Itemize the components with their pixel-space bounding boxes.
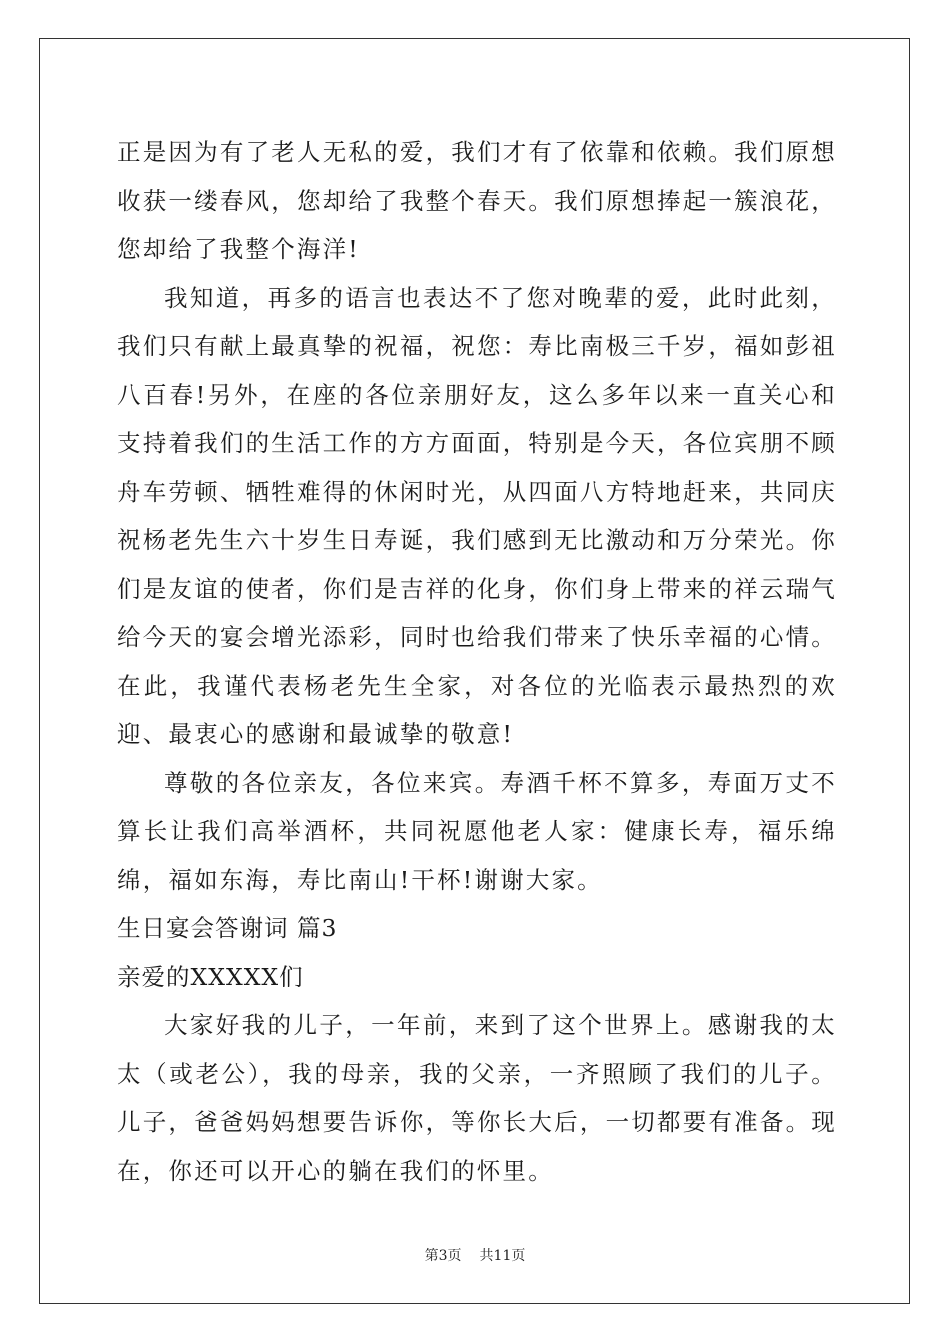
salutation: 亲爱的XXXXX们: [117, 962, 304, 991]
document-body: [117, 128, 837, 1195]
paragraph-3: 尊敬的各位亲友，各位来宾。寿酒千杯不算多，寿面万丈不算长让我们高举酒杯，共同祝愿他老人家：健康长寿，福乐绵绵，福如东海，寿比南山!干杯!谢谢大家。: [117, 768, 837, 894]
paragraph-1: 正是因为有了老人无私的爱，我们才有了依靠和依赖。我们原想收获一缕春风，您却给了我整个春天。我们原想捧起一簇浪花，您却给了我整个海洋!: [117, 138, 837, 263]
section-title: 生日宴会答谢词 篇3: [117, 914, 338, 942]
paragraph-2: 我知道，再多的语言也表达不了您对晚辈的爱，此时此刻，我们只有献上最真挚的祝福，祝您：寿比南极三千岁，福如彭祖八百春!另外，在座的各位亲朋好友，这么多年以来一直关心和支持着我们的生活工作的方方面面，特别是今天，各位宾朋不顾舟车劳顿、牺牲难得的休闲时光，从四面八方特地赶来，共同庆祝杨老先生六十岁生日寿诞，我们感到无比激动和万分荣光。你们是友谊的使者，你们是吉祥的化身，你们身上带来的祥云瑞气给今天的宴会增光添彩，同时也给我们带来了快乐幸福的心情。在此，我谨代表杨老先生全家，对各位的光临表示最热烈的欢迎、最衷心的感谢和最诚挚的敬意!: [117, 283, 837, 748]
page-footer: [0, 1246, 950, 1266]
page-number: 第3页: [424, 1248, 462, 1264]
paragraph-4: 大家好我的儿子，一年前，来到了这个世界上。感谢我的太太（或老公），我的母亲，我的父亲，一齐照顾了我们的儿子。儿子，爸爸妈妈想要告诉你，等你长大后，一切都要有准备。现在，你还可以开心的躺在我们的怀里。: [117, 1011, 837, 1185]
page-total: 共11页: [479, 1248, 526, 1264]
